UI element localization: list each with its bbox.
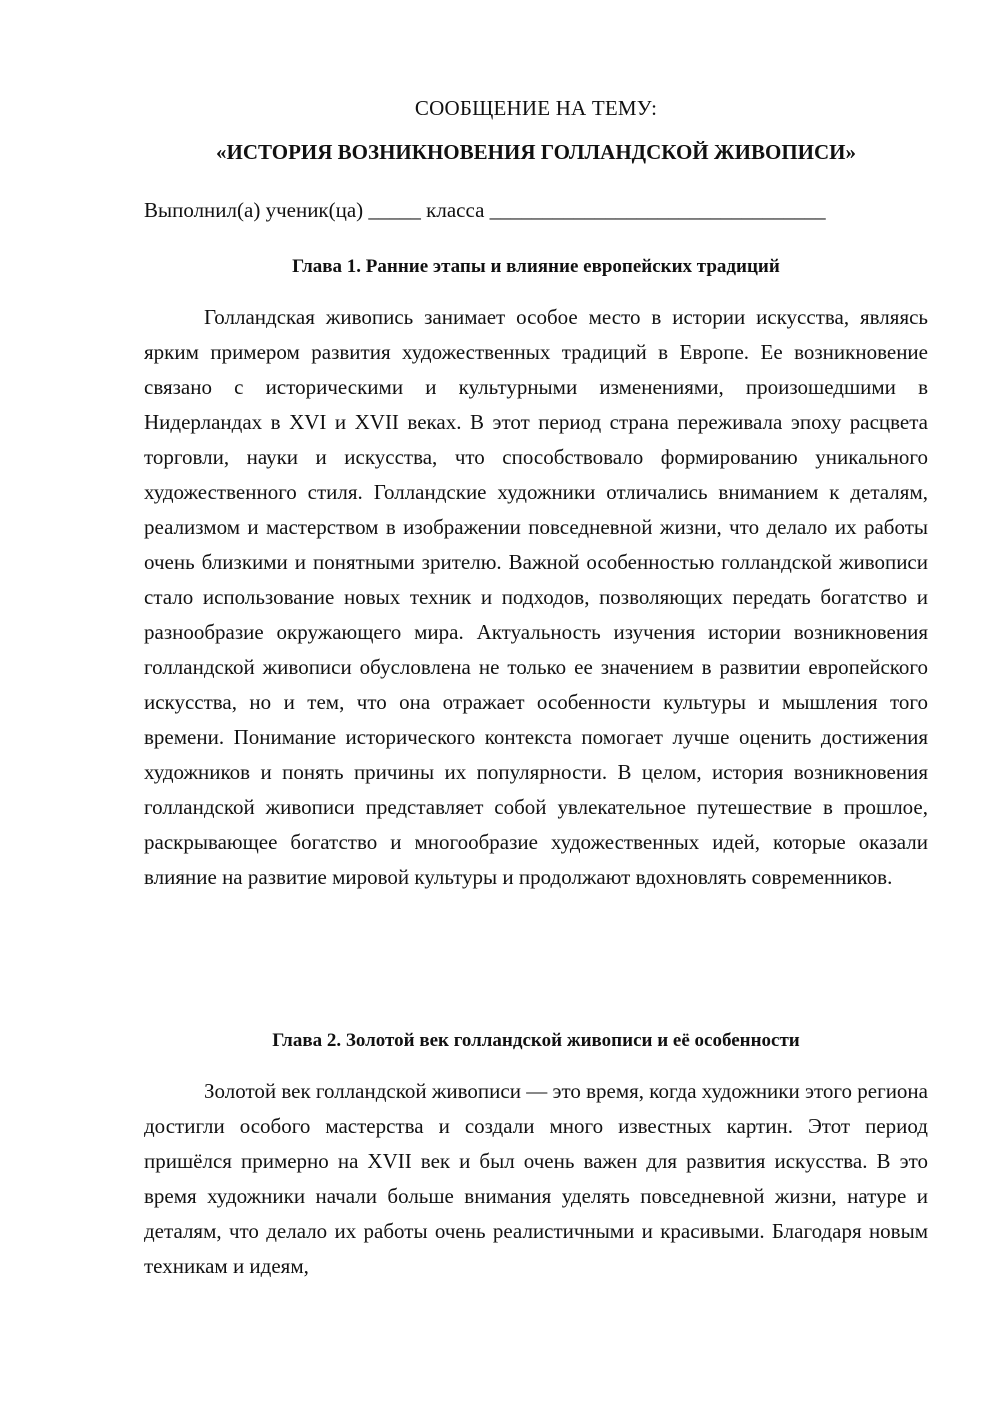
- chapter-2-heading: Глава 2. Золотой век голландской живописи и её особенности: [272, 1030, 800, 1051]
- author-line: Выполнил(а) ученик(ца) _____ класса ________________________________: [144, 198, 826, 222]
- document-title: «ИСТОРИЯ ВОЗНИКНОВЕНИЯ ГОЛЛАНДСКОЙ ЖИВОПИСИ»: [216, 140, 856, 164]
- chapter-2-paragraph: Золотой век голландской живописи — это время, когда художники этого региона достигли особого мастерства и создали много известных картин. Этот период пришёлся примерно на XVII век и был очень важен для развития искусства. В это время художники начали больше внимания уделять повседневной жизни, натуре и деталям, что делало их работы очень реалистичными и красивыми. Благодаря новым техникам и идеям,: [144, 1079, 928, 1278]
- document-kicker: СООБЩЕНИЕ НА ТЕМУ:: [414, 96, 658, 120]
- chapter-1-heading: Глава 1. Ранние этапы и влияние европейских традиций: [292, 256, 780, 277]
- chapter-1-paragraph: Голландская живопись занимает особое место в истории искусства, являясь ярким примером развития художественных традиций в Европе. Ее возникновение связано с историческими и культурными изменениями, произошедшими в Нидерландах в XVI и XVII веках. В этот период страна переживала эпоху расцвета торговли, науки и искусства, что способствовало формированию уникального художественного стиля. Голландские художники отличались вниманием к деталям, реализмом и мастерством в изображении повседневной жизни, что делало их работы очень близкими и понятными зрителю. Важной особенностью голландской живописи стало использование новых техник и подходов, позволяющих передать богатство и разнообразие окружающего мира. Актуальность изучения истории возникновения голландской живописи обусловлена не только ее значением в развитии европейского искусства, но и тем, что она отражает особенности культуры и мышления того времени. Понимание исторического контекста помогает лучше оценить достижения художников и понять причины их популярности. В целом, история возникновения голландской живописи представляет собой увлекательное путешествие в прошлое, раскрывающее богатство и многообразие художественных идей, которые оказали влияние на развитие мировой культуры и продолжают вдохновлять современников.: [144, 305, 928, 889]
